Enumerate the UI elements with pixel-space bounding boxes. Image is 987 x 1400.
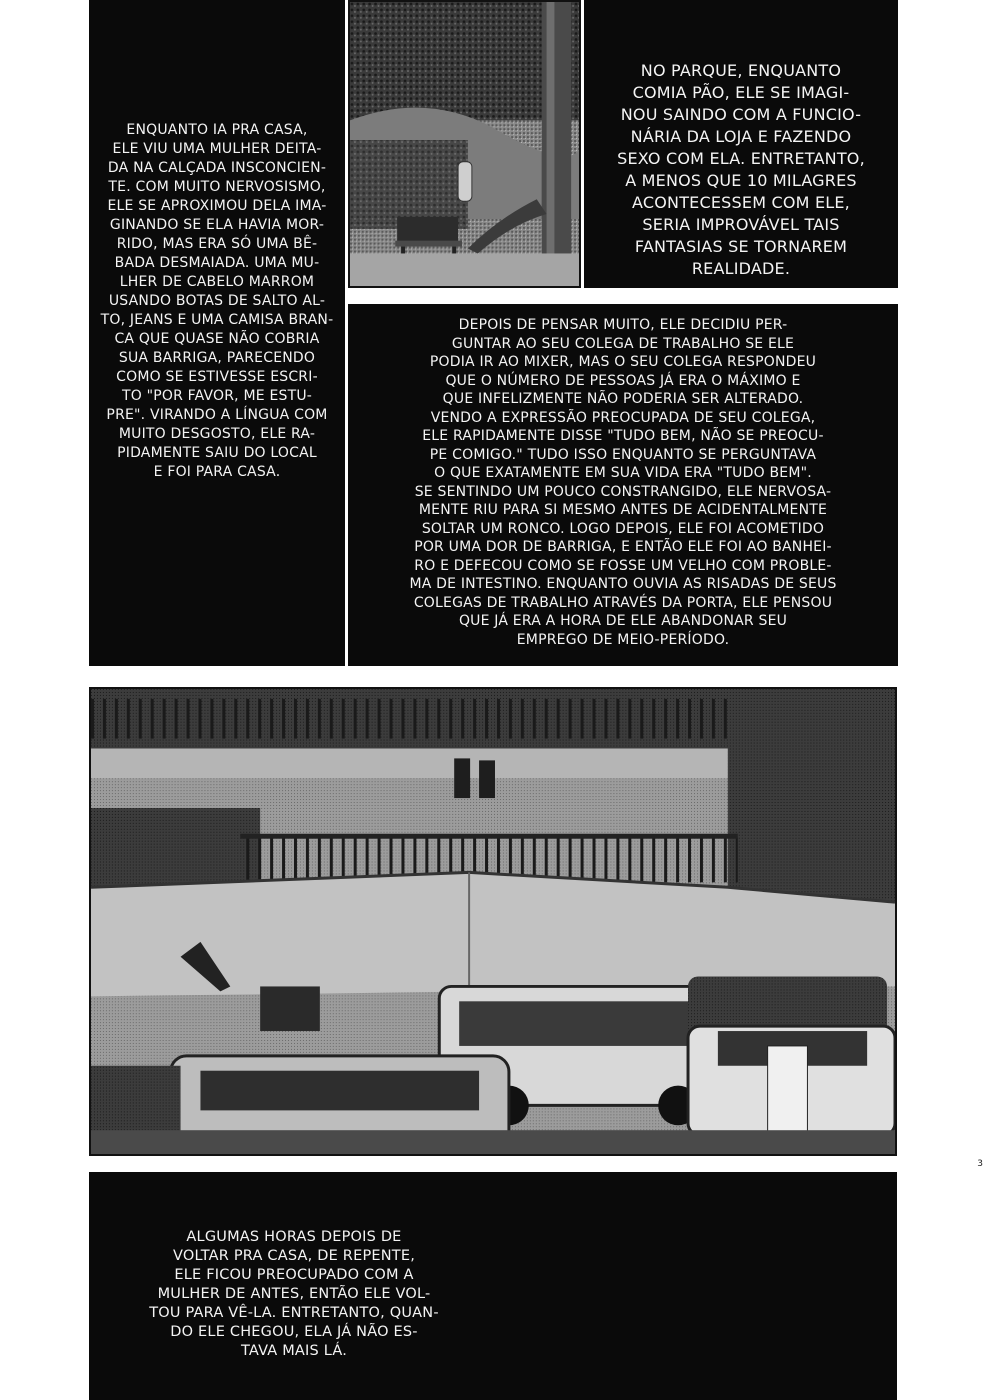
middle-caption-text: DEPOIS DE PENSAR MUITO, ELE DECIDIU PER- GUNTAR AO SEU COLEGA DE TRABALHO SE ELE PODIA IR AO MIXER, MAS O SEU COLEGA RESPONDEU QUE O NÚMERO DE PESSOAS JÁ ERA O MÁXIMO E QUE INFELIZMENTE NÃO PODERIA SER ALTERADO. VENDO A EXPRESSÃO PREOCUPADA DE SEU COLEGA, ELE RAPIDAMENTE DISSE "TUDO BEM, NÃO SE PREOCU- PE COMIGO." TUDO ISSO ENQUANTO SE PERGUNTAVA O QUE EXATAMENTE EM SUA VIDA ERA "TUDO BEM". SE SENTINDO UM POUCO CONSTRANGIDO, ELE NERVOSA- MENTE RIU PARA SI MESMO ANTES DE ACIDENTALMENTE SOLTAR UM RONCO. LOGO DEPOIS, ELE FOI ACOMETIDO POR UMA DOR DE BARRIGA, E ENTÃO ELE FOI AO BANHEI- RO E DEFECOU COMO SE FOSSE UM VELHO COM PROBLE- MA DE INTESTINO. ENQUANTO OUVIA AS RISADAS DE SEUS COLEGAS DE TRABALHO ATRAVÉS DA PORTA, ELE PENSOU QUE JÁ ERA A HORA DE ELE ABANDONAR SEU EMPREGO DE MEIO-PERÍODO. [409, 317, 837, 648]
page-number: 3 [977, 1159, 983, 1169]
bottom-caption-text: ALGUMAS HORAS DEPOIS DE VOLTAR PRA CASA, DE REPENTE, ELE FICOU PREOCUPADO COM A MULHER DE ANTES, ENTÃO ELE VOL- TOU PARA VÊ-LA. ENTRETANTO, QUAN- DO ELE CHEGOU, ELA JÁ NÃO ES- TAVA MAIS LÁ. [149, 1229, 439, 1359]
park-bench-photo [348, 0, 581, 288]
left-caption-text: ENQUANTO IA PRA CASA, ELE VIU UMA MULHER DEITA- DA NA CALÇADA INSCONCIEN- TE. COM MUITO NERVOSISMO, ELE SE APROXIMOU DELA IMA- GINANDO SE ELA HAVIA MOR- RIDO, MAS ERA SÓ UMA BÊ- BADA DESMAIADA. UMA MU- LHER DE CABELO MARROM USANDO BOTAS DE SALTO AL- TO, JEANS E UMA CAMISA BRAN- CA QUE QUASE NÃO COBRIA SUA BARRIGA, PARECENDO COMO SE ESTIVESSE ESCRI- TO "POR FAVOR, ME ESTU- PRE". VIRANDO A LÍNGUA COM MUITO DESGOSTO, ELE RA- PIDAMENTE SAIU DO LOCAL E FOI PARA CASA. [100, 122, 334, 480]
left-caption-panel [89, 0, 345, 666]
park-caption-text: NO PARQUE, ENQUANTO COMIA PÃO, ELE SE IMAGI- NOU SAINDO COM A FUNCIO- NÁRIA DA LOJA E FAZENDO SEXO COM ELA. ENTRETANTO, A MENOS QUE 10 MILAGRES ACONTECESSEM COM ELE, SERIA IMPROVÁVEL TAIS FANTASIAS SE TORNAREM REALIDADE. [617, 61, 865, 278]
bottom-caption-panel [89, 1172, 897, 1400]
street-parking-photo [89, 687, 897, 1156]
middle-caption-panel [348, 304, 898, 666]
park-caption-panel [584, 0, 898, 288]
